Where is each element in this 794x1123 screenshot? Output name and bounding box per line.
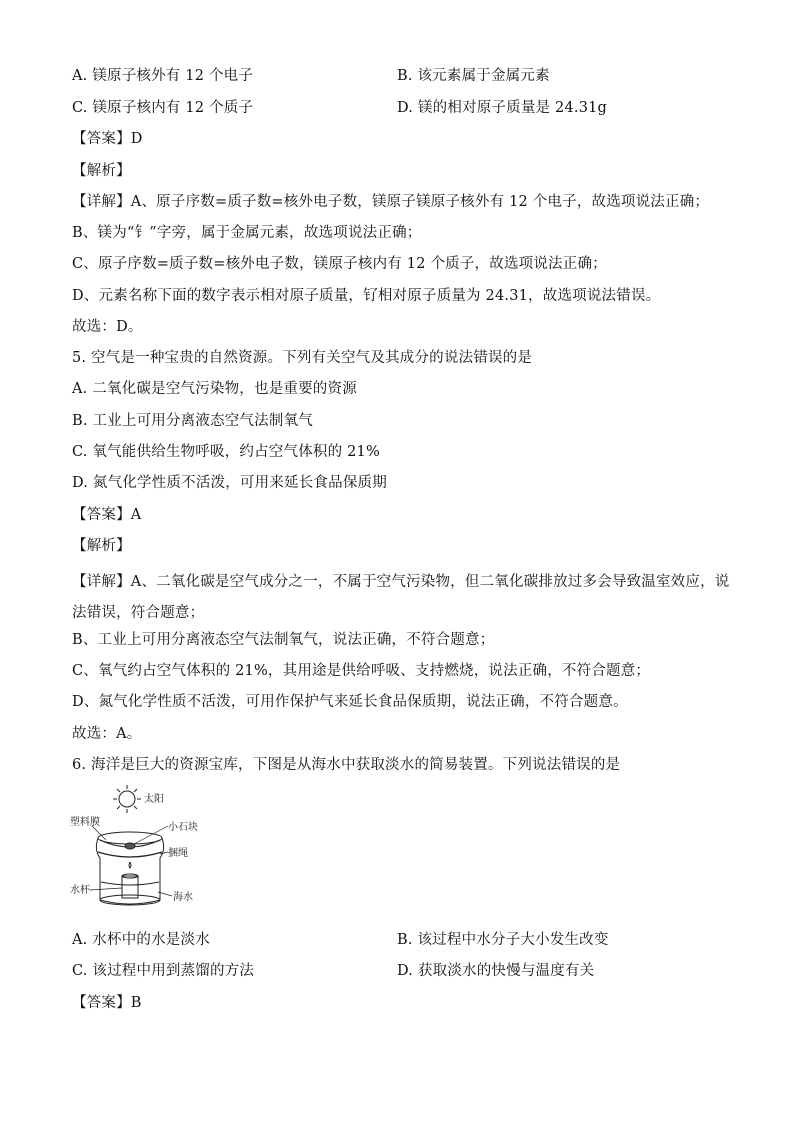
desalination-apparatus-diagram: [70, 782, 220, 917]
q4-explanation-line: 故选：D。: [72, 319, 143, 335]
q6-option-c: C. 该过程中用到蒸馏的方法: [72, 963, 255, 979]
q5-option-b: B. 工业上可用分离液态空气法制氧气: [72, 413, 313, 429]
label-sun: 太阳: [144, 794, 164, 805]
q4-answer: 【答案】D: [72, 131, 143, 147]
q4-option-a: A. 镁原子核外有 12 个电子: [72, 68, 254, 84]
q6-answer: 【答案】B: [72, 995, 142, 1011]
q5-option-d: D. 氮气化学性质不活泼，可用来延长食品保质期: [72, 475, 387, 491]
q5-explanation-line: B、工业上可用分离液态空气法制氧气，说法正确，不符合题意；: [72, 632, 495, 648]
q4-option-b: B. 该元素属于金属元素: [397, 68, 550, 84]
label-cup: 水杯: [70, 885, 90, 896]
q4-explanation-line: B、镁为“钅”字旁，属于金属元素，故选项说法正确；: [72, 225, 422, 241]
q4-option-d: D. 镁的相对原子质量是 24.31g: [397, 100, 608, 116]
q5-explanation-line: 【详解】A、二氧化碳是空气成分之一，不属于空气污染物，但二氧化碳排放过多会导致温室效应，说法错误，符合题意；: [72, 574, 730, 621]
q6-stem: 6. 海洋是巨大的资源宝库，下图是从海水中获取淡水的简易装置。下列说法错误的是: [72, 757, 621, 773]
label-seawater: 海水: [173, 892, 193, 903]
q5-explanation-line: D、氮气化学性质不活泼，可用作保护气来延长食品保质期，说法正确，不符合题意。: [72, 694, 628, 710]
sun-icon: [113, 785, 141, 813]
q4-option-c: C. 镁原子核内有 12 个质子: [72, 100, 254, 116]
q5-option-c: C. 氧气能供给生物呼吸，约占空气体积的 21%: [72, 444, 380, 460]
label-plastic-film: 塑料膜: [70, 817, 100, 828]
q4-explanation-line: 【详解】A、原子序数=质子数=核外电子数，镁原子镁原子核外有 12 个电子，故选项说法正确；: [72, 194, 710, 210]
label-stone: 小石块: [168, 822, 198, 833]
q5-stem: 5. 空气是一种宝贵的自然资源。下列有关空气及其成分的说法错误的是: [72, 350, 533, 366]
q5-explanation-line: C、氧气约占空气体积的 21%，其用途是供给呼吸、支持燃烧，说法正确，不符合题意；: [72, 663, 651, 679]
q6-option-a: A. 水杯中的水是淡水: [72, 932, 210, 948]
q6-option-b: B. 该过程中水分子大小发生改变: [397, 932, 609, 948]
q5-analysis-label: 【解析】: [72, 538, 131, 554]
q6-option-d: D. 获取淡水的快慢与温度有关: [397, 963, 595, 979]
label-rope: 捆绳: [168, 848, 188, 859]
container-shape: [96, 832, 163, 905]
q5-explanation-line: 故选：A。: [72, 726, 142, 742]
q5-option-a: A. 二氧化碳是空气污染物，也是重要的资源: [72, 381, 357, 397]
q5-answer: 【答案】A: [72, 507, 142, 523]
q4-analysis-label: 【解析】: [72, 163, 131, 179]
q4-explanation-line: C、原子序数=质子数=核外电子数，镁原子核内有 12 个质子，故选项说法正确；: [72, 256, 607, 272]
q4-explanation-line: D、元素名称下面的数字表示相对原子质量，钌相对原子质量为 24.31，故选项说法错误。: [72, 288, 661, 304]
